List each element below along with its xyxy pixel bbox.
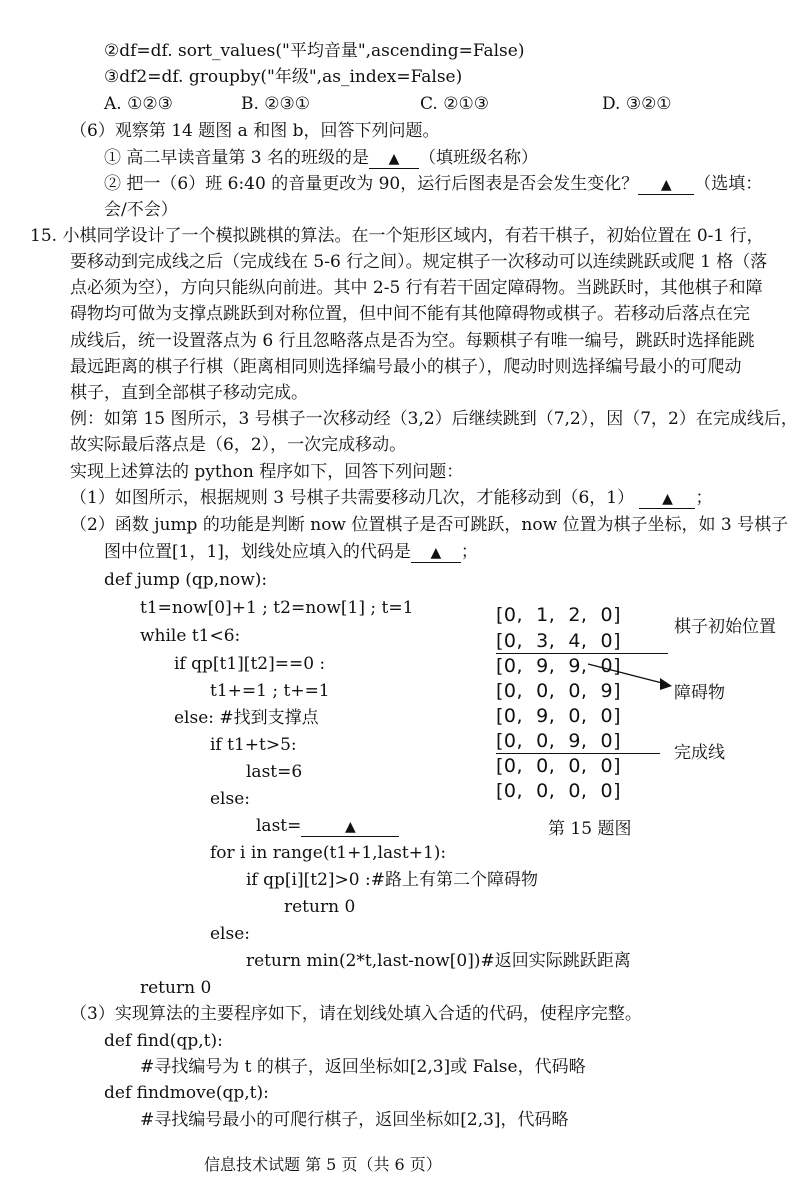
code2-line: #寻找编号为 t 的棋子，返回坐标如[2,3]或 False，代码略 <box>140 1057 586 1077</box>
code2-line: def findmove(qp,t): <box>104 1083 269 1103</box>
q15-sub2-line1: （2）函数 jump 的功能是判断 now 位置棋子是否可跳跃，now 位置为棋子坐标，如 3 号棋子 <box>70 515 789 535</box>
q6-stem: （6）观察第 14 题图 a 和图 b，回答下列问题。 <box>70 121 440 141</box>
code-line: else: <box>210 924 251 944</box>
q6-sub2-cont: 会/不会） <box>104 200 178 220</box>
choice-c: C. ②①③ <box>420 94 489 114</box>
matrix-row: [0, 0, 0, 0] <box>496 755 622 777</box>
label-obstacle: 障碍物 <box>674 683 725 703</box>
blank-triangle-icon: ▲ <box>660 177 672 193</box>
q15-sub1-text: （1）如图所示，根据规则 3 号棋子共需要移动几次，才能移动到（6，1） <box>70 488 635 508</box>
q6-sub2-text: ② 把一（6）班 6:40 的音量更改为 90，运行后图表是否会发生变化？ <box>104 174 639 194</box>
q15-para-5: 成线后，统一设置落点为 6 行且忽略落点是否为空。每颗棋子有唯一编号，跳跃时选择能跳 <box>70 331 755 351</box>
matrix-row: [0, 9, 9, 0] <box>496 655 622 677</box>
q15-sub2-text: 图中位置[1，1]，划线处应填入的代码是 <box>104 542 411 562</box>
code-line: return 0 <box>284 897 356 917</box>
code-line-blank <box>256 815 399 837</box>
q15-para-7: 棋子，直到全部棋子移动完成。 <box>70 383 308 403</box>
answer-blank <box>411 543 461 563</box>
q15-para-2: 要移动到完成线之后（完成线在 5-6 行之间）。规定棋子一次移动可以连续跳跃或爬 1 格（落 <box>70 252 768 272</box>
q15-example-2: 故实际最后落点是（6，2），一次完成移动。 <box>70 435 407 455</box>
blank-triangle-icon: ▲ <box>662 491 673 507</box>
q15-sub2-line2 <box>104 541 478 563</box>
start-zone-line <box>496 653 668 654</box>
q15-sub1-end: ； <box>695 488 713 508</box>
q15-example-1: 例：如第 15 图所示，3 号棋子一次移动经（3,2）后继续跳到（7,2），因（7，2）在完成线后， <box>70 409 798 429</box>
code-line: last= <box>256 816 302 836</box>
code-line: if t1+t>5: <box>210 735 297 755</box>
code-line: return min(2*t,last-now[0])#返回实际跳跃距离 <box>246 951 631 971</box>
blank-triangle-icon: ▲ <box>344 819 356 835</box>
choice-b: B. ②③① <box>241 94 311 114</box>
matrix-row: [0, 1, 2, 0] <box>496 604 622 626</box>
blank-triangle-icon: ▲ <box>388 151 400 167</box>
label-start-position: 棋子初始位置 <box>674 617 776 637</box>
q6-sub1-hint: （填班级名称） <box>419 148 539 168</box>
code-option-2: ②df=df. sort_values("平均音量",ascending=False) <box>104 41 525 61</box>
answer-blank <box>639 489 695 509</box>
code-line: for i in range(t1+1,last+1): <box>210 843 447 863</box>
code-line: if qp[i][t2]>0 :#路上有第二个障碍物 <box>246 870 538 890</box>
q15-sub2-end: ； <box>460 542 478 562</box>
code-line: def jump (qp,now): <box>104 570 268 590</box>
code-option-3: ③df2=df. groupby("年级",as_index=False) <box>104 67 463 87</box>
page-footer: 信息技术试题 第 5 页（共 6 页） <box>204 1155 442 1174</box>
q15-para-4: 碍物均可做为支撑点跳跃到对称位置，但中间不能有其他障碍物或棋子。若移动后落点在完 <box>70 304 750 324</box>
q15-para-3: 点必须为空），方向只能纵向前进。其中 2-5 行有若干固定障碍物。当跳跃时，其他棋子和障 <box>70 278 763 298</box>
matrix-row: [0, 0, 0, 9] <box>496 680 622 702</box>
code-line: while t1<6: <box>140 626 241 646</box>
q6-sub1-text: ① 高二早读音量第 3 名的班级的是 <box>104 148 370 168</box>
choice-d: D. ③②① <box>602 94 672 114</box>
code-line: return 0 <box>140 978 212 998</box>
code-line: t1+=1 ; t+=1 <box>210 681 330 701</box>
matrix-row: [0, 0, 0, 0] <box>496 780 622 802</box>
q15-impl-intro: 实现上述算法的 python 程序如下，回答下列问题： <box>70 462 464 482</box>
matrix-row: [0, 3, 4, 0] <box>496 630 622 652</box>
code2-line: def find(qp,t): <box>104 1031 223 1051</box>
code-line: else: #找到支撑点 <box>174 708 319 728</box>
q6-sub1 <box>104 147 538 169</box>
q15-sub3: （3）实现算法的主要程序如下，请在划线处填入合适的代码，使程序完整。 <box>70 1004 642 1024</box>
finish-line <box>496 753 660 754</box>
code-line: last=6 <box>246 762 303 782</box>
q15-sub1 <box>70 487 712 509</box>
code-line: else: <box>210 789 251 809</box>
answer-blank <box>369 149 419 169</box>
blank-triangle-icon: ▲ <box>430 545 442 561</box>
choice-a: A. ①②③ <box>104 94 173 114</box>
q15-para-6: 最远距离的棋子行棋（距离相同则选择编号最小的棋子），爬动时则选择编号最小的可爬动 <box>70 357 742 377</box>
code-line: t1=now[0]+1 ; t2=now[1] ; t=1 <box>140 598 414 618</box>
figure-caption: 第 15 题图 <box>548 819 632 839</box>
label-finish-line: 完成线 <box>674 743 725 763</box>
q15-para-1: 15. 小棋同学设计了一个模拟跳棋的算法。在一个矩形区域内，有若干棋子，初始位置在 0-1 行， <box>30 226 764 246</box>
answer-blank <box>301 817 399 837</box>
code2-line: #寻找编号最小的可爬行棋子，返回坐标如[2,3]，代码略 <box>140 1110 569 1130</box>
matrix-row: [0, 9, 0, 0] <box>496 705 622 727</box>
answer-blank <box>638 175 694 195</box>
code-line: if qp[t1][t2]==0 : <box>174 654 326 674</box>
obstacle-arrow-icon <box>586 660 676 700</box>
q6-sub2 <box>104 173 762 195</box>
matrix-row: [0, 0, 9, 0] <box>496 730 622 752</box>
q6-sub2-hint: （选填： <box>694 174 763 194</box>
